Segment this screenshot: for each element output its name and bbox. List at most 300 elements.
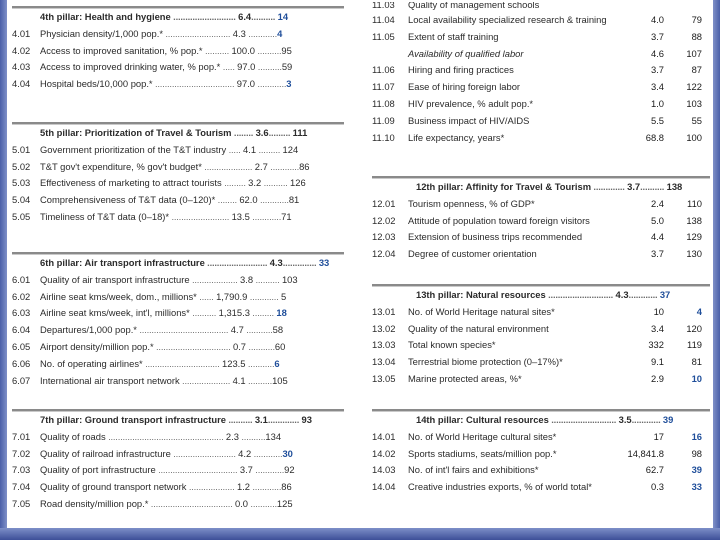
indicator-code: 13.02 <box>372 322 396 334</box>
indicator-rank: 129 <box>686 231 702 243</box>
indicator-label: Airline seat kms/week, dom., millions* <box>40 290 197 302</box>
pillar-title: 6th pillar: Air transport infrastructure <box>40 257 205 268</box>
indicator-code: 6.02 <box>12 290 31 302</box>
indicator-row <box>12 289 344 306</box>
indicator-label: No. of World Heritage cultural sites* <box>408 430 557 442</box>
indicator-value: 62.0 <box>239 194 258 206</box>
leader-dots: ........... <box>246 340 275 352</box>
leader-dots: .......... <box>261 177 291 189</box>
indicator-code: 14.02 <box>372 447 396 459</box>
leader-dots: ......... <box>256 143 283 155</box>
leader-dots: ...... <box>196 290 217 302</box>
leader-dots: .......... <box>251 11 278 22</box>
leader-dots: ........ <box>215 194 240 206</box>
indicator-label: Availability of qualified labor <box>408 47 524 59</box>
indicator-label: Quality of management schools <box>408 2 540 10</box>
indicator-label: Quality of roads <box>40 430 106 442</box>
leader-dots: ........... <box>245 357 275 369</box>
indicator-rank: 33 <box>691 481 702 493</box>
indicator-label: Timeliness of T&T data (0–18)* <box>40 210 170 222</box>
indicator-row <box>372 113 710 130</box>
indicator-rank: 100 <box>686 131 702 143</box>
indicator-value: 0.7 <box>232 340 247 352</box>
indicator-label: Quality of the natural environment <box>408 322 549 334</box>
indicator-value: 123.5 <box>222 357 246 369</box>
indicator-label: Quality of port infrastructure <box>40 464 156 476</box>
slide-frame-bottom <box>0 528 720 540</box>
leader-dots: .................... <box>201 160 255 172</box>
indicator-label: International air transport network <box>40 374 180 386</box>
indicator-row <box>12 76 344 93</box>
indicator-label: Tourism openness, % of GDP* <box>408 197 535 209</box>
indicator-code: 7.01 <box>12 430 31 442</box>
indicator-label: Airport density/million pop.* <box>40 340 154 352</box>
leader-dots: ..... <box>226 143 244 155</box>
indicator-row <box>372 29 710 46</box>
indicator-rank: 103 <box>686 97 702 109</box>
indicator-code: 11.04 <box>372 14 395 25</box>
indicator-label: Creative industries exports, % of world total* <box>408 481 592 493</box>
indicator-value: 4.3 <box>232 27 246 39</box>
leader-dots: ............ <box>628 289 660 300</box>
indicator-rank: 103 <box>281 273 298 285</box>
indicator-value: 3.7 <box>650 248 664 260</box>
indicator-label: Access to improved drinking water, % pop.* <box>40 61 221 73</box>
indicator-label: Life expectancy, years* <box>408 131 505 143</box>
indicator-rank: 110 <box>687 197 702 209</box>
indicator-label: Departures/1,000 pop.* <box>40 324 137 336</box>
leader-dots: ............. <box>267 414 302 425</box>
indicator-row <box>372 462 710 479</box>
indicator-code: 14.03 <box>372 464 396 476</box>
leader-dots: ............ <box>245 27 278 39</box>
indicator-row <box>12 192 344 209</box>
indicator-row <box>372 229 710 246</box>
indicator-value: 2.7 <box>254 160 268 172</box>
indicator-value: 1,315.3 <box>218 307 250 319</box>
indicator-row <box>372 213 710 230</box>
indicator-value: 1.0 <box>650 97 664 109</box>
pillar-12-section <box>372 176 710 263</box>
indicator-value: 3.7 <box>239 464 253 476</box>
indicator-value: 332 <box>648 339 664 351</box>
indicator-code: 11.03 <box>372 2 395 10</box>
pillar-score: 3.1 <box>254 414 268 425</box>
leader-dots: ........................... <box>545 289 616 300</box>
indicator-row <box>12 305 344 322</box>
indicator-label: No. of World Heritage natural sites* <box>408 305 555 317</box>
pillar-title: 5th pillar: Prioritization of Travel & Tourism <box>40 127 232 138</box>
indicator-code: 4.04 <box>12 78 31 90</box>
leader-dots: .......... <box>255 61 282 73</box>
indicator-row <box>372 337 710 354</box>
indicator-code: 7.02 <box>12 447 31 459</box>
indicator-label: Hiring and firing practices <box>408 64 514 76</box>
indicator-code: 11.06 <box>372 64 395 76</box>
indicator-rank: 120 <box>686 322 702 334</box>
indicator-value: 100.0 <box>231 44 255 56</box>
leader-dots: ........................... <box>548 414 619 425</box>
leader-dots: ............ <box>257 194 289 206</box>
indicator-code: 11.05 <box>372 30 395 42</box>
indicator-code: 11.09 <box>372 114 395 126</box>
indicator-row <box>372 79 710 96</box>
indicator-rank: 107 <box>686 47 702 59</box>
leader-dots: ......... <box>249 307 277 319</box>
indicator-label: No. of operating airlines* <box>40 357 143 369</box>
indicator-code: 6.05 <box>12 340 31 352</box>
indicator-code: 4.03 <box>12 61 31 73</box>
indicator-code: 5.03 <box>12 177 31 189</box>
indicator-code: 6.06 <box>12 357 31 369</box>
pillar-4-section <box>12 6 344 93</box>
leader-dots: ............ <box>249 481 282 493</box>
pillar-score: 3.6 <box>255 127 269 138</box>
indicator-value: 4.6 <box>650 47 664 59</box>
indicator-row <box>372 321 710 338</box>
indicator-label: Access to improved sanitation, % pop.* <box>40 44 203 56</box>
slide-frame-right <box>713 0 720 540</box>
leader-dots: ............ <box>251 447 283 459</box>
pillar-7-section <box>12 409 344 513</box>
indicator-code: 6.01 <box>12 273 31 285</box>
pillar-rank: 138 <box>666 181 683 192</box>
leader-dots: ............ <box>252 464 285 476</box>
indicator-code: 6.03 <box>12 307 31 319</box>
indicator-label: Effectiveness of marketing to attract tourists <box>40 177 222 189</box>
leader-dots: ............ <box>267 160 300 172</box>
leader-dots: ............ <box>631 414 663 425</box>
indicator-value: 4.1 <box>232 374 246 386</box>
indicator-code: 11.07 <box>372 81 395 93</box>
leader-dots: ............ <box>255 78 287 90</box>
indicator-rank: 81 <box>288 194 300 206</box>
indicator-rank: 71 <box>281 210 292 222</box>
pillar-11-continuation <box>372 2 710 146</box>
indicator-label: Quality of air transport infrastructure <box>40 273 190 285</box>
indicator-value: 62.7 <box>645 464 664 476</box>
pillar-title-row <box>12 412 344 429</box>
pillar-title: 14th pillar: Cultural resources <box>416 414 549 425</box>
indicator-code: 4.02 <box>12 44 31 56</box>
leader-dots: ........................... <box>163 27 233 39</box>
indicator-rank: 122 <box>686 81 702 93</box>
leader-dots: .......................... <box>170 447 239 459</box>
indicator-row <box>372 246 710 263</box>
pillar-title: 4th pillar: Health and hygiene <box>40 11 171 22</box>
indicator-rank: 55 <box>691 114 702 126</box>
indicator-code: 12.04 <box>372 248 396 260</box>
indicator-label: T&T gov't expenditure, % gov't budget* <box>40 160 202 172</box>
indicator-rank: 92 <box>284 464 295 476</box>
leader-dots: ................................. <box>155 464 240 476</box>
indicator-code: 14.01 <box>372 430 396 442</box>
indicator-rank: 124 <box>282 143 299 155</box>
slide-frame-left <box>0 0 7 540</box>
indicator-label: Marine protected areas, %* <box>408 372 522 384</box>
indicator-rank: 4 <box>277 27 283 39</box>
indicator-rank: 30 <box>282 447 293 459</box>
indicator-value: 68.8 <box>645 131 664 143</box>
indicator-rank: 95 <box>281 44 292 56</box>
indicator-row <box>372 354 710 371</box>
indicator-code: 12.02 <box>372 214 396 226</box>
indicator-code: 13.05 <box>372 372 396 384</box>
indicator-value: 17 <box>653 430 664 442</box>
leader-dots: ............ <box>249 210 282 222</box>
pillar-13-section <box>372 284 710 388</box>
indicator-row <box>12 272 344 289</box>
indicator-rank: 88 <box>691 30 702 42</box>
indicator-rank: 130 <box>686 248 702 260</box>
pillar-6-section <box>12 252 344 389</box>
indicator-label: Total known species* <box>408 339 496 351</box>
leader-dots: ................... <box>186 481 237 493</box>
indicator-code: 12.03 <box>372 231 396 243</box>
indicator-code: 12.01 <box>372 197 396 209</box>
pillar-5-section <box>12 122 344 226</box>
indicator-value: 4.1 <box>243 143 257 155</box>
indicator-row <box>372 429 710 446</box>
indicator-row <box>372 130 710 147</box>
indicator-rank: 5 <box>281 290 287 302</box>
leader-dots: .................... <box>179 374 233 386</box>
leader-dots: .......... <box>189 307 219 319</box>
indicator-row <box>372 46 710 63</box>
indicator-rank: 86 <box>299 160 310 172</box>
indicator-row <box>372 446 710 463</box>
indicator-code: 6.04 <box>12 324 31 336</box>
pillar-score: 3.5 <box>618 414 632 425</box>
indicator-code: 13.04 <box>372 356 396 368</box>
indicator-label: Attitude of population toward foreign visitors <box>408 214 590 226</box>
indicator-rank: 6 <box>274 357 280 369</box>
indicator-rank: 138 <box>686 214 702 226</box>
indicator-label: Terrestrial biome protection (0–17%)* <box>408 356 563 368</box>
indicator-row <box>372 304 710 321</box>
indicator-value: 13.5 <box>231 210 250 222</box>
indicator-label: Airline seat kms/week, int'l, millions* <box>40 307 190 319</box>
pillar-score: 4.3 <box>615 289 629 300</box>
indicator-row <box>12 142 344 159</box>
indicator-row <box>12 462 344 479</box>
indicator-label: HIV prevalence, % adult pop.* <box>408 97 534 109</box>
pillar-title-row <box>12 255 344 272</box>
leader-dots: ............. <box>591 181 628 192</box>
pillar-title: 7th pillar: Ground transport infrastructure <box>40 414 226 425</box>
indicator-label: Business impact of HIV/AIDS <box>408 114 530 126</box>
indicator-row <box>12 59 344 76</box>
indicator-code: 5.02 <box>12 160 31 172</box>
pillar-title-row <box>372 287 710 304</box>
pillar-score: 4.3 <box>269 257 283 268</box>
leader-dots: ......................... <box>204 257 270 268</box>
pillar-title: 13th pillar: Natural resources <box>416 289 546 300</box>
pillar-rank: 37 <box>659 289 671 300</box>
indicator-rank: 3 <box>286 78 292 90</box>
indicator-code: 6.07 <box>12 374 31 386</box>
indicator-value: 10 <box>653 305 664 317</box>
indicator-row <box>372 2 710 12</box>
indicator-rank: 79 <box>691 14 702 25</box>
pillar-rank: 33 <box>318 257 330 268</box>
indicator-rank: 87 <box>691 64 702 76</box>
indicator-row <box>372 62 710 79</box>
indicator-value: 3.8 <box>240 273 254 285</box>
leader-dots: ............................... <box>142 357 223 369</box>
indicator-value: 14,841.8 <box>627 447 664 459</box>
indicator-row <box>12 209 344 226</box>
pillar-score: 6.4 <box>238 11 252 22</box>
indicator-row <box>12 373 344 390</box>
indicator-value: 2.4 <box>650 197 664 209</box>
indicator-row <box>12 175 344 192</box>
indicator-label: Hospital beds/10,000 pop.* <box>40 78 153 90</box>
indicator-label: Comprehensiveness of T&T data (0–120)* <box>40 194 216 206</box>
indicator-code: 13.03 <box>372 339 396 351</box>
pillar-title-row <box>372 412 710 429</box>
indicator-value: 3.7 <box>650 64 664 76</box>
indicator-label: Extension of business trips recommended <box>408 231 583 243</box>
indicator-row <box>372 371 710 388</box>
indicator-rank: 60 <box>274 340 286 352</box>
indicator-value: 2.3 <box>225 430 239 442</box>
leader-dots: .......... <box>254 44 282 56</box>
indicator-code: 13.01 <box>372 305 396 317</box>
indicator-value: 3.4 <box>650 322 664 334</box>
leader-dots: ......... <box>221 177 249 189</box>
indicator-row <box>12 339 344 356</box>
indicator-label: Road density/million pop.* <box>40 497 149 509</box>
indicator-code: 7.03 <box>12 464 31 476</box>
pillar-title-row <box>372 179 710 196</box>
indicator-value: 1,790.9 <box>216 290 248 302</box>
pillar-title: 12th pillar: Affinity for Travel & Tourism <box>416 181 592 192</box>
indicator-rank: 125 <box>276 497 293 509</box>
indicator-code: 5.01 <box>12 143 31 155</box>
leader-dots: .................................. <box>148 497 235 509</box>
leader-dots: ..................................... <box>136 324 231 336</box>
indicator-rank: 119 <box>687 339 702 351</box>
leader-dots: ......... <box>268 127 293 138</box>
indicator-rank: 105 <box>272 374 288 386</box>
leader-dots: .......... <box>202 44 232 56</box>
indicator-label: Quality of ground transport network <box>40 481 187 493</box>
indicator-row <box>12 479 344 496</box>
leader-dots: .......... <box>245 374 273 386</box>
indicator-code: 4.01 <box>12 27 31 39</box>
pillar-title-row <box>12 125 344 142</box>
indicator-value: 3.7 <box>650 30 664 42</box>
indicator-row <box>372 479 710 496</box>
leader-dots: ........... <box>243 324 273 336</box>
indicator-value: 0.3 <box>650 481 664 493</box>
indicator-code: 11.08 <box>372 97 395 109</box>
leader-dots: .......................... <box>170 11 239 22</box>
leader-dots: .............. <box>282 257 319 268</box>
indicator-label: Physician density/1,000 pop.* <box>40 27 163 39</box>
indicator-rank: 59 <box>281 61 293 73</box>
indicator-rank: 16 <box>691 430 702 442</box>
indicator-label: Local availability specialized research & training <box>408 14 607 25</box>
leader-dots: ........ <box>231 127 256 138</box>
indicator-code: 5.04 <box>12 194 31 206</box>
indicator-row <box>12 159 344 176</box>
leader-dots: .......... <box>640 181 667 192</box>
indicator-value: 3.4 <box>650 81 664 93</box>
leader-dots: ........................ <box>169 210 232 222</box>
indicator-row <box>12 356 344 373</box>
leader-dots: ................... <box>189 273 241 285</box>
pillar-14-section <box>372 409 710 496</box>
indicator-value: 4.4 <box>650 231 664 243</box>
indicator-rank: 18 <box>276 307 287 319</box>
indicator-row <box>12 496 344 513</box>
indicator-value: 1.2 <box>236 481 250 493</box>
indicator-label: Ease of hiring foreign labor <box>408 81 521 93</box>
indicator-code: 14.04 <box>372 481 396 493</box>
indicator-row <box>372 96 710 113</box>
indicator-value: 5.5 <box>650 114 664 126</box>
indicator-rank: 39 <box>691 464 702 476</box>
indicator-row <box>372 12 710 29</box>
indicator-code: 11.10 <box>372 131 395 143</box>
leader-dots: ............ <box>247 290 282 302</box>
indicator-label: No. of int'l fairs and exhibitions* <box>408 464 539 476</box>
pillar-rank: 111 <box>292 127 308 138</box>
indicator-value: 3.2 <box>248 177 262 189</box>
leader-dots: ................................................ <box>105 430 226 442</box>
leader-dots: ................................. <box>152 78 237 90</box>
indicator-value: 97.0 <box>237 61 256 73</box>
indicator-row <box>372 196 710 213</box>
pillar-rank: 39 <box>662 414 674 425</box>
indicator-row <box>12 322 344 339</box>
indicator-value: 4.7 <box>230 324 244 336</box>
indicator-rank: 4 <box>696 305 702 317</box>
indicator-label: Extent of staff training <box>408 30 499 42</box>
indicator-value: 4.2 <box>238 447 252 459</box>
indicator-value: 2.9 <box>650 372 664 384</box>
indicator-row <box>12 429 344 446</box>
leader-dots: ........... <box>248 497 277 509</box>
indicator-label: Degree of customer orientation <box>408 248 537 260</box>
indicator-value: 0.0 <box>234 497 249 509</box>
indicator-code: 5.05 <box>12 210 31 222</box>
indicator-rank: 134 <box>265 430 282 442</box>
pillar-rank: 93 <box>301 414 312 425</box>
indicator-value: 4.0 <box>650 14 664 25</box>
pillar-rank: 14 <box>277 11 289 22</box>
indicator-label: Government prioritization of the T&T industry <box>40 143 227 155</box>
leader-dots: ............................... <box>153 340 233 352</box>
indicator-label: Sports stadiums, seats/million pop.* <box>408 447 557 459</box>
indicator-label: Quality of railroad infrastructure <box>40 447 171 459</box>
leader-dots: .......... <box>238 430 266 442</box>
indicator-rank: 10 <box>691 372 702 384</box>
indicator-row <box>12 26 344 43</box>
pillar-score: 3.7 <box>627 181 641 192</box>
indicator-row <box>12 446 344 463</box>
indicator-row <box>12 43 344 60</box>
leader-dots: .......... <box>225 414 255 425</box>
indicator-code: 7.04 <box>12 481 31 493</box>
indicator-rank: 98 <box>691 447 702 459</box>
leader-dots: .......... <box>253 273 282 285</box>
indicator-code: 7.05 <box>12 497 31 509</box>
leader-dots: ..... <box>220 61 238 73</box>
indicator-rank: 81 <box>691 356 702 368</box>
